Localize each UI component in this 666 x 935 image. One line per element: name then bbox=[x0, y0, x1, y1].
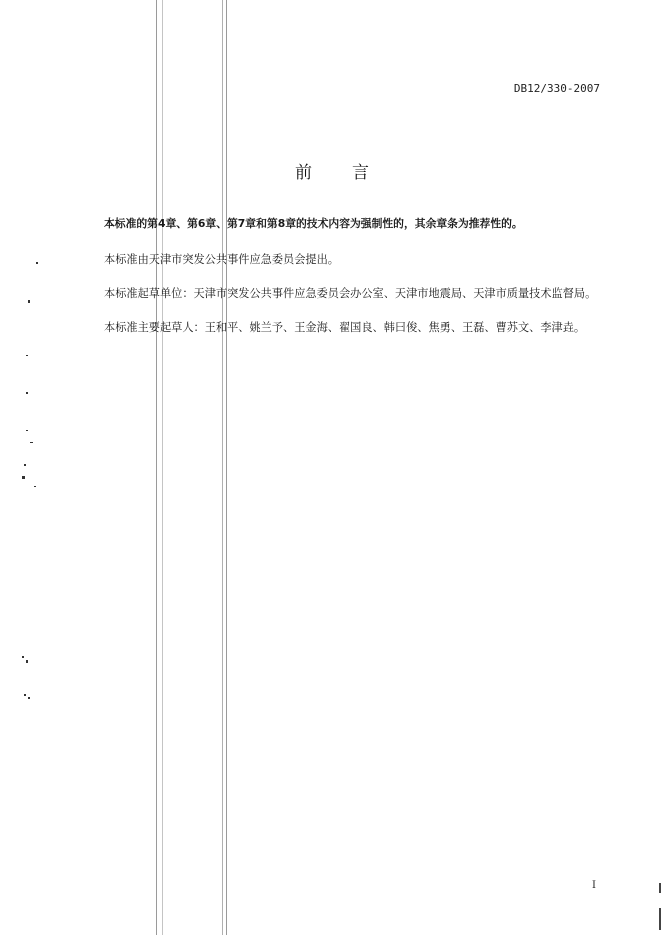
scan-artifact-line bbox=[156, 0, 157, 935]
scan-speck bbox=[24, 464, 26, 466]
title-char-2: 言 bbox=[352, 163, 371, 183]
page-title bbox=[0, 158, 666, 183]
scan-speck bbox=[26, 355, 28, 356]
scan-speck bbox=[26, 430, 28, 431]
scan-artifact-line bbox=[222, 0, 223, 935]
scan-artifact-line bbox=[162, 0, 163, 935]
scan-edge-mark bbox=[659, 883, 661, 893]
scan-speck bbox=[24, 694, 26, 696]
scan-speck bbox=[30, 442, 33, 443]
scan-speck bbox=[34, 486, 36, 487]
paragraph-drafting-units: 本标准起草单位：天津市突发公共事件应急委员会办公室、天津市地震局、天津市质量技术监督局。 bbox=[104, 287, 597, 300]
paragraph-drafters: 本标准主要起草人：王和平、姚兰予、王金海、翟国良、韩曰俊、焦勇、王磊、曹苏文、李津垚。 bbox=[104, 321, 586, 334]
scan-speck bbox=[22, 476, 25, 479]
scan-speck bbox=[36, 262, 38, 264]
scan-speck bbox=[26, 392, 28, 394]
scan-edge-mark bbox=[659, 908, 661, 930]
paragraph-proposer: 本标准由天津市突发公共事件应急委员会提出。 bbox=[104, 253, 339, 266]
paragraph-mandatory-clauses: 本标准的第4章、第6章、第7章和第8章的技术内容为强制性的，其余章条为推荐性的。 bbox=[104, 217, 523, 230]
scan-artifact-line bbox=[226, 0, 227, 935]
scan-speck bbox=[28, 697, 30, 699]
scan-speck bbox=[22, 656, 24, 658]
page-number: I bbox=[592, 880, 596, 891]
scan-speck bbox=[26, 660, 28, 663]
title-char-1: 前 bbox=[295, 163, 314, 183]
scan-speck bbox=[28, 300, 30, 303]
document-code: DB12/330-2007 bbox=[513, 82, 600, 95]
